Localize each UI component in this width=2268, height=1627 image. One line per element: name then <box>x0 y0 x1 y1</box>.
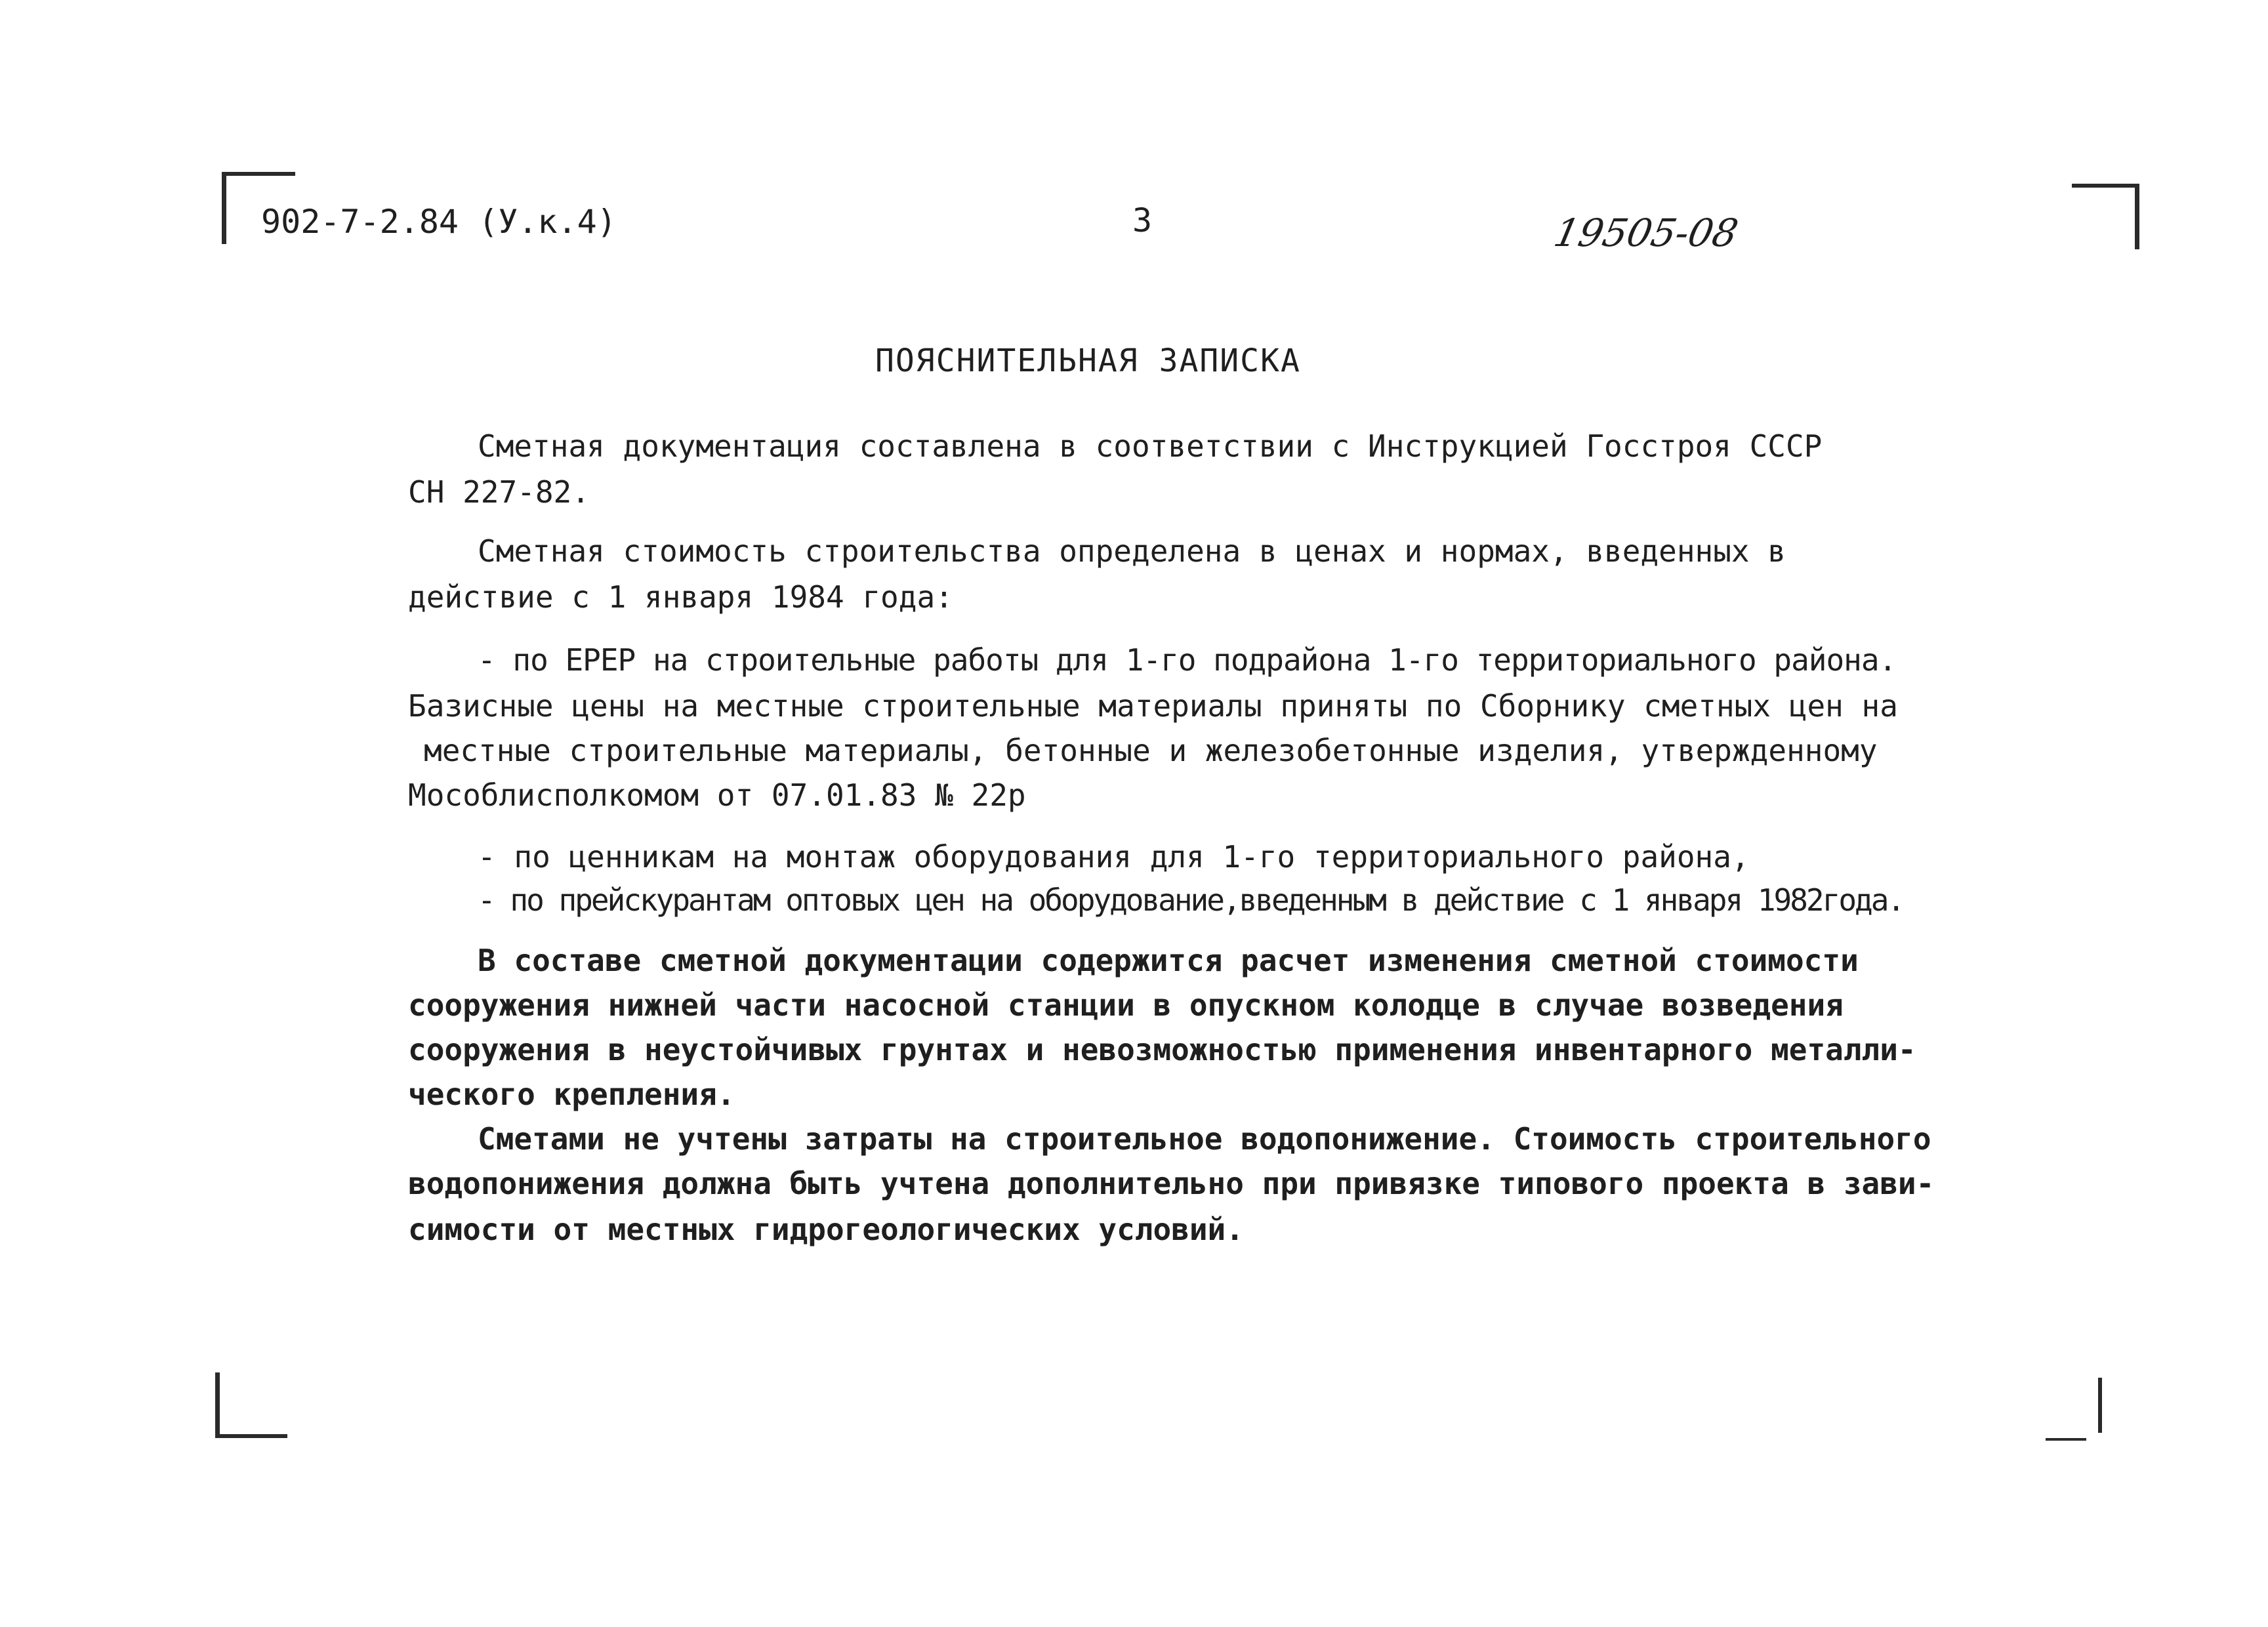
text-line: - по ЕРЕР на строительные работы для 1-го подрайона 1-го территориального района. <box>478 642 1897 678</box>
text-line: симости от местных гидрогеологических условий. <box>408 1212 1244 1247</box>
text-line: действие с 1 января 1984 года: <box>408 579 953 615</box>
text-line: В составе сметной документации содержится расчет изменения сметной стоимости <box>478 943 1859 978</box>
text-line: Сметами не учтены затраты на строительное водопонижение. Стоимость строительного <box>478 1121 1931 1157</box>
corner-mark-bottom-left <box>215 1434 287 1438</box>
text-line: Сметная стоимость строительства определена в ценах и нормах, введенных в <box>478 533 1786 569</box>
text-line: - по прейскурантам оптовых цен на оборудование,введенным в действие с 1 января 1982года. <box>478 882 1904 918</box>
corner-mark-bottom-right <box>2046 1438 2086 1441</box>
text-line: местные строительные материалы, бетонные и железобетонные изделия, утвержденному <box>424 733 1878 768</box>
corner-mark-top-left <box>222 172 226 244</box>
text-line: ческого крепления. <box>408 1077 735 1112</box>
text-line: сооружения в неустойчивых грунтах и невозможностью применения инвентарного металли- <box>408 1032 1916 1067</box>
corner-mark-top-right <box>2072 184 2139 188</box>
text-line: СН 227-82. <box>408 474 590 510</box>
text-line: - по ценникам на монтаж оборудования для 1-го территориального района, <box>478 839 1750 875</box>
text-line: Мособлисполкомом от 07.01.83 № 22р <box>408 777 1026 813</box>
corner-mark-top-right <box>2135 184 2139 249</box>
document-code: 902-7-2.84 (У.к.4) <box>261 203 617 241</box>
page-number: 3 <box>1132 201 1153 239</box>
text-line: Сметная документация составлена в соответствии с Инструкцией Госстроя СССР <box>478 428 1823 464</box>
page-title: ПОЯСНИТЕЛЬНАЯ ЗАПИСКА <box>875 342 1301 379</box>
text-line: сооружения нижней части насосной станции в опускном колодце в случае возведения <box>408 987 1844 1023</box>
corner-mark-bottom-right <box>2098 1378 2102 1433</box>
handwritten-number: 19505-08 <box>1550 211 1742 255</box>
corner-mark-bottom-left <box>215 1372 220 1438</box>
text-line: водопонижения должна быть учтена дополнительно при привязке типового проекта в зави- <box>408 1166 1935 1201</box>
corner-mark-top-left <box>222 172 295 176</box>
text-line: Базисные цены на местные строительные материалы приняты по Сборнику сметных цен на <box>408 688 1898 724</box>
